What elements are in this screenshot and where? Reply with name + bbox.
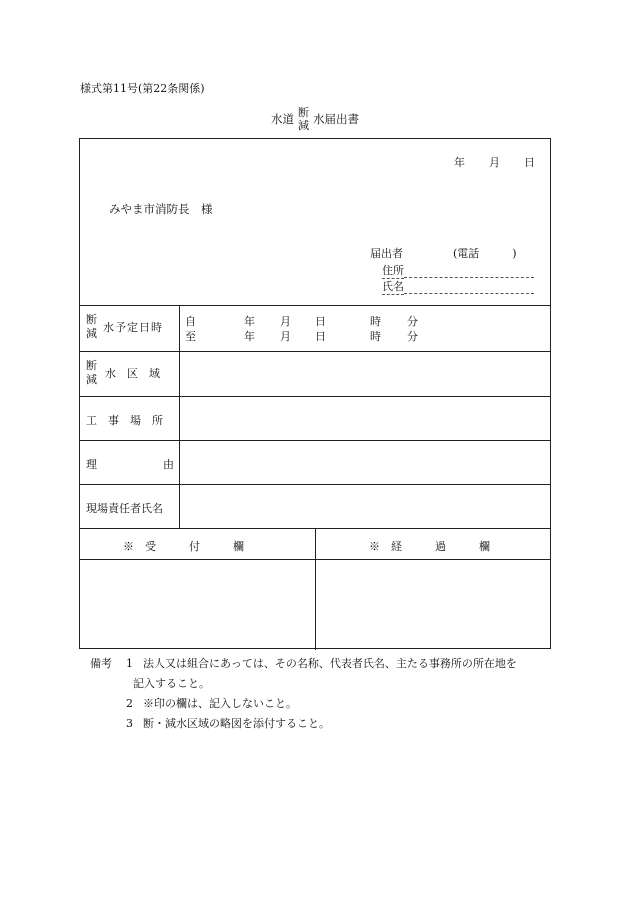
site-label: 工 事 場 所: [86, 414, 163, 427]
addressee: みやま市消防長 様: [109, 202, 213, 216]
note-item-1: [90, 654, 517, 674]
note-number: 3: [126, 717, 133, 730]
to-label: 至: [185, 330, 196, 343]
area-stack-top: 断: [86, 359, 97, 372]
note-text: ※印の欄は、記入しないこと。: [143, 697, 297, 710]
progress-heading: ※ 経 過 欄: [369, 540, 490, 553]
from-month: 月: [280, 315, 291, 328]
schedule-label: [86, 313, 163, 341]
form-number: 様式第11号(第22条関係): [80, 82, 205, 95]
supervisor-field[interactable]: [180, 485, 551, 527]
document-title: [0, 106, 630, 132]
to-hour: 時: [370, 330, 381, 343]
area-label: [86, 359, 160, 387]
date-month-label: 月: [489, 156, 500, 169]
supervisor-label: 現場責任者氏名: [86, 502, 163, 515]
reason-field[interactable]: [180, 441, 551, 483]
note-item-3: [90, 714, 517, 734]
reception-heading: ※ 受 付 欄: [123, 540, 244, 553]
to-month: 月: [280, 330, 291, 343]
site-field[interactable]: [180, 397, 551, 439]
name-input-line[interactable]: [404, 280, 534, 294]
notification-form-table: [79, 138, 551, 649]
notes-section: [90, 654, 517, 734]
title-suffix: 水届出書: [313, 112, 359, 126]
note-number: 1: [126, 657, 133, 670]
to-minute: 分: [407, 330, 418, 343]
address-input-line[interactable]: [404, 264, 534, 278]
note-text: 法人又は組合にあっては、その名称、代表者氏名、主たる事務所の所在地を: [143, 657, 517, 670]
divider-line: [80, 305, 550, 306]
from-year: 年: [244, 315, 255, 328]
reason-label-right: 由: [163, 458, 174, 471]
note-item-2: [90, 694, 517, 714]
from-minute: 分: [407, 315, 418, 328]
reason-label-left: 理: [86, 458, 97, 471]
note-continuation: 記入すること。: [133, 677, 210, 690]
progress-box: [316, 560, 551, 649]
title-prefix: 水道: [271, 112, 294, 126]
schedule-label-stack: [86, 313, 97, 341]
phone-label: (電話 ): [453, 247, 517, 260]
address-row: [382, 262, 534, 279]
notes-heading: 備考: [90, 657, 112, 670]
title-stack-bottom: 減: [298, 119, 309, 132]
area-field[interactable]: [180, 352, 551, 395]
to-day: 日: [315, 330, 326, 343]
address-label: 住所: [382, 264, 404, 277]
schedule-stack-bottom: 減: [86, 327, 97, 340]
schedule-label-rest: 水予定日時: [103, 321, 163, 334]
area-label-rest: 水 区 域: [105, 367, 160, 380]
note-text: 断・減水区域の略図を添付すること。: [143, 717, 330, 730]
name-label: 氏名: [382, 280, 404, 293]
title-stack-top: 断: [298, 106, 309, 119]
from-label: 自: [185, 315, 196, 328]
area-stack-bottom: 減: [86, 373, 97, 386]
date-year-label: 年: [454, 156, 465, 169]
notifier-label: 届出者: [370, 247, 403, 260]
date-day-label: 日: [524, 156, 535, 169]
reception-box: [80, 560, 315, 649]
schedule-stack-top: 断: [86, 313, 97, 326]
from-hour: 時: [370, 315, 381, 328]
from-day: 日: [315, 315, 326, 328]
note-number: 2: [126, 697, 133, 710]
name-row: [382, 278, 534, 295]
area-label-stack: [86, 359, 97, 387]
to-year: 年: [244, 330, 255, 343]
title-stack: [298, 106, 309, 132]
